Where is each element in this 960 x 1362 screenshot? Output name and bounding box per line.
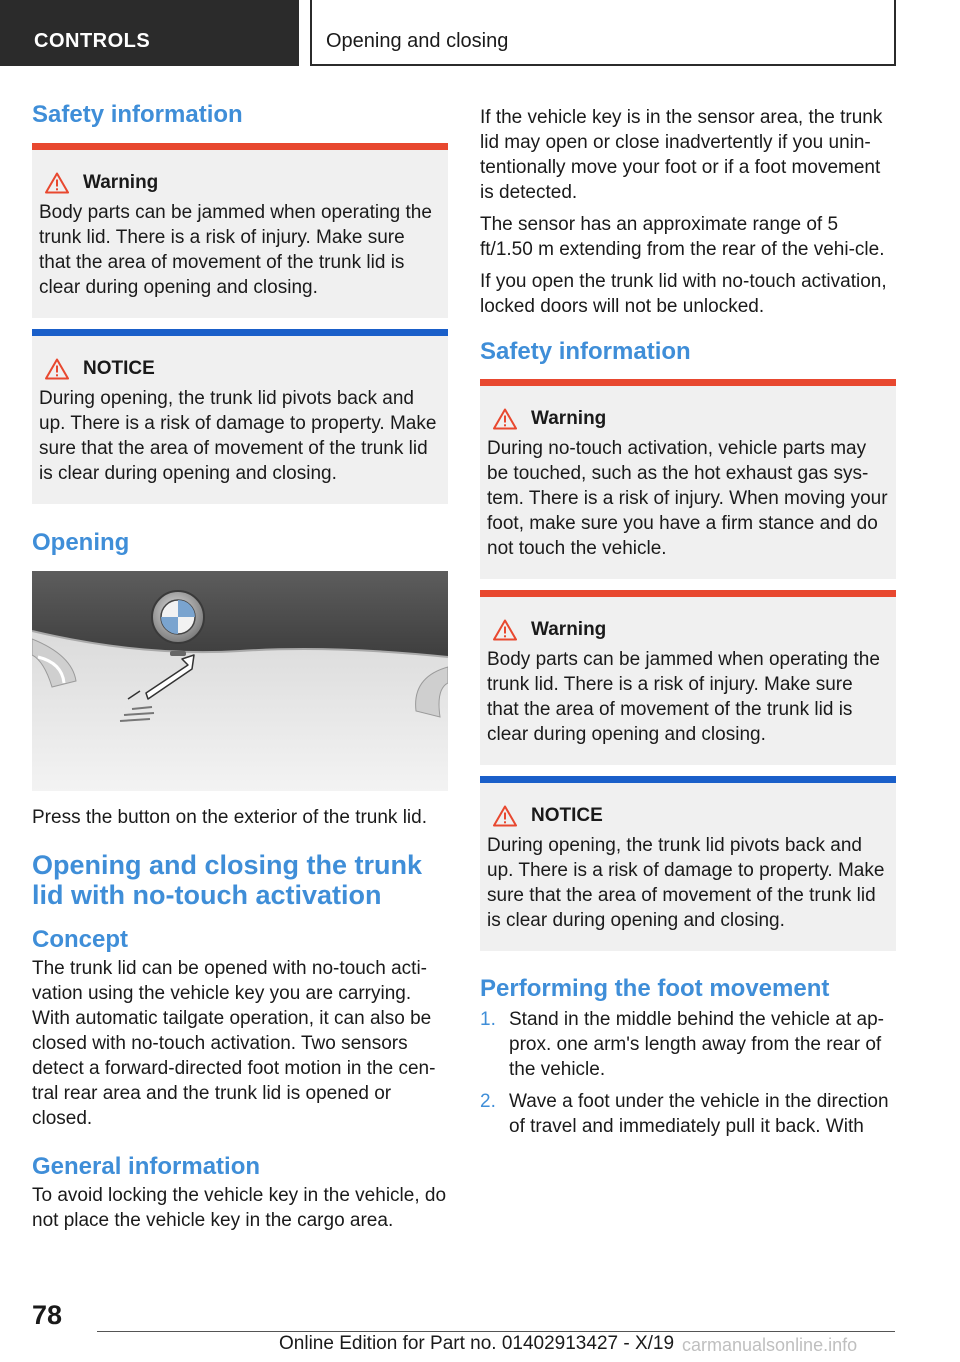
foot-movement-heading: Performing the foot movement bbox=[480, 975, 830, 1002]
list-item bbox=[480, 1089, 896, 1139]
header-section-tab bbox=[0, 0, 299, 66]
warning-text: Body parts can be jammed when operating the trunk lid. There is a risk of injury. Make sure that the area of movement of the trunk lid is clear during opening and closing. bbox=[39, 202, 432, 298]
watermark: carmanualsonline.info bbox=[682, 1335, 858, 1355]
safety-information-heading: Safety information bbox=[32, 101, 243, 128]
jamming-warning-box bbox=[480, 590, 896, 765]
notice-triangle-icon bbox=[493, 805, 517, 827]
notice-text: During opening, the trunk lid pivots back and up. There is a risk of damage to property. Make sure that the area of movement of the trunk lid is clear during opening and closing. bbox=[39, 388, 437, 484]
header-chapter-label: Opening and closing bbox=[326, 30, 509, 52]
jamming-warning-title: Warning bbox=[531, 619, 607, 640]
concept-heading: Concept bbox=[32, 926, 128, 953]
edition-info: Online Edition for Part no. 01402913427 - X/19 bbox=[279, 1333, 675, 1354]
foot-movement-steps bbox=[480, 1007, 896, 1139]
opening-text: Press the button on the exterior of the trunk lid. bbox=[32, 807, 428, 828]
notice-triangle-icon bbox=[45, 358, 69, 380]
warning-triangle-icon bbox=[493, 408, 517, 430]
right-notice-box bbox=[480, 776, 896, 951]
warning-triangle-icon bbox=[493, 619, 517, 641]
warning-title: Warning bbox=[83, 172, 159, 193]
notice-box bbox=[32, 329, 448, 504]
right-notice-title: NOTICE bbox=[531, 805, 603, 826]
right-notice-text: During opening, the trunk lid pivots back and up. There is a risk of damage to property. Make sure that the area of movement of the trunk lid is clear during opening and closing. bbox=[487, 835, 885, 931]
sensor-range-paragraph: The sensor has an approximate range of 5 ft/1.50 m extending from the rear of the vehi-cle. bbox=[480, 214, 885, 260]
footer-divider bbox=[97, 1331, 895, 1332]
left-column bbox=[32, 100, 448, 1240]
sensor-area-paragraph: If the vehicle key is in the sensor area, the trunk lid may open or close inadvertently if you unin-tentionally move your foot or if a foot movement is detected. bbox=[480, 107, 883, 203]
step-text: Stand in the middle behind the vehicle at ap-prox. one arm's length away from the rear of the vehicle. bbox=[509, 1009, 884, 1080]
right-safety-information-heading: Safety information bbox=[480, 338, 691, 365]
jamming-warning-text: Body parts can be jammed when operating the trunk lid. There is a risk of injury. Make sure that the area of movement of the trunk lid is clear during opening and closing. bbox=[487, 649, 880, 745]
right-column bbox=[480, 100, 896, 1146]
warning-box bbox=[32, 143, 448, 318]
locked-doors-paragraph: If you open the trunk lid with no-touch activation, locked doors will not be unlocked. bbox=[480, 271, 887, 317]
notice-title: NOTICE bbox=[83, 358, 155, 379]
concept-text: The trunk lid can be opened with no-touch acti-vation using the vehicle key you are carrying. With automatic tailgate operation, it can also be closed with no-touch activation. Two sensors detect a forward-directed foot motion in the cen-tral rear area and the trunk lid is opened or closed. bbox=[32, 958, 436, 1129]
general-information-text: To avoid locking the vehicle key in the vehicle, do not place the vehicle key in the cargo area. bbox=[32, 1185, 447, 1231]
step-number: 1. bbox=[480, 1009, 496, 1030]
no-touch-warning-title: Warning bbox=[531, 408, 607, 429]
page-number: 78 bbox=[32, 1300, 63, 1330]
no-touch-heading: Opening and closing the trunk lid with no-touch activation bbox=[32, 850, 423, 910]
header-section-label: CONTROLS bbox=[34, 30, 151, 52]
trunk-lid-drawing bbox=[32, 571, 448, 791]
warning-triangle-icon bbox=[45, 172, 69, 194]
no-touch-warning-box bbox=[480, 379, 896, 579]
no-touch-warning-text: During no-touch activation, vehicle parts may be touched, such as the hot exhaust gas sys-tem. There is a risk of injury. When moving your foot, make sure you have a firm stance and do not touch the vehicle. bbox=[487, 438, 888, 559]
step-text: Wave a foot under the vehicle in the direction of travel and immediately pull it back. With bbox=[509, 1091, 889, 1137]
general-information-heading: General information bbox=[32, 1153, 261, 1180]
list-item bbox=[480, 1007, 896, 1082]
trunk-button-illustration bbox=[32, 571, 448, 791]
step-number: 2. bbox=[480, 1091, 496, 1112]
opening-heading: Opening bbox=[32, 529, 130, 556]
header-chapter-tab bbox=[310, 0, 896, 66]
